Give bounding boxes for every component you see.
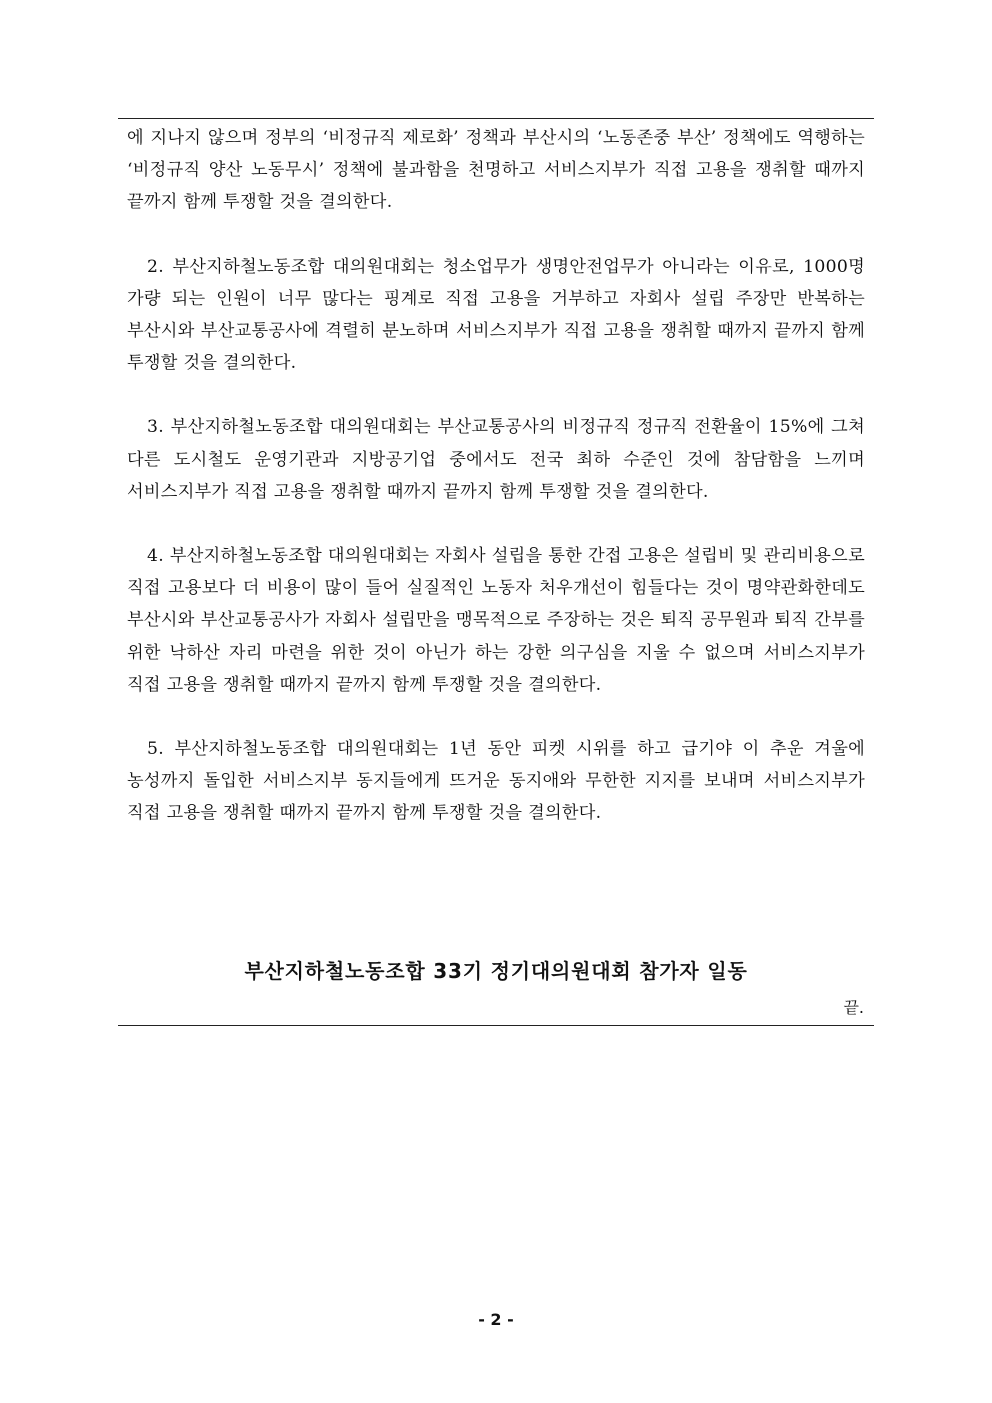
end-mark: 끝. [843, 998, 864, 1017]
signature-line: 부산지하철노동조합 33기 정기대의원대회 참가자 일동 [244, 959, 748, 983]
top-divider [118, 118, 874, 119]
continuation-paragraph: 에 지나지 않으며 정부의 ‘비정규직 제로화’ 정책과 부산시의 ‘노동존중 부산’ 정책에도 역행하는 ‘비정규직 양산 노동무시’ 정책에 불과함을 천명하고 서비스지부가 직접 고용을 쟁취할 때까지 끝까지 함께 투쟁할 것을 결의한다. [127, 128, 865, 213]
resolution-item-2: 2. 부산지하철노동조합 대의원대회는 청소업무가 생명안전업무가 아니라는 이유로, 1000명 가량 되는 인원이 너무 많다는 핑계로 직접 고용을 거부하고 자회사 설립 주장만 반복하는 부산시와 부산교통공사에 격렬히 분노하며 서비스지부가 직접 고용을 쟁취할 때까지 끝까지 함께 투쟁할 것을 결의한다. [127, 256, 865, 374]
resolution-item-3: 3. 부산지하철노동조합 대의원대회는 부산교통공사의 비정규직 정규직 전환율이 15%에 그쳐 다른 도시철도 운영기관과 지방공기업 중에서도 전국 최하 수준인 것에 참담함을 느끼며 서비스지부가 직접 고용을 쟁취할 때까지 끝까지 함께 투쟁할 것을 결의한다. [127, 417, 865, 502]
resolution-item-4: 4. 부산지하철노동조합 대의원대회는 자회사 설립을 통한 간접 고용은 설립비 및 관리비용으로 직접 고용보다 더 비용이 많이 들어 실질적인 노동자 처우개선이 힘들다는 것이 명약관화한데도 부산시와 부산교통공사가 자회사 설립만을 맹목적으로 주장하는 것은 퇴직 공무원과 퇴직 간부를 위한 낙하산 자리 마련을 위한 것이 아닌가 하는 강한 의구심을 지울 수 없으며 서비스지부가 직접 고용을 쟁취할 때까지 끝까지 함께 투쟁할 것을 결의한다. [127, 546, 865, 695]
page-number: - 2 - [478, 1310, 514, 1329]
bottom-divider [118, 1025, 874, 1026]
resolution-item-5: 5. 부산지하철노동조합 대의원대회는 1년 동안 피켓 시위를 하고 급기야 이 추운 겨울에 농성까지 돌입한 서비스지부 동지들에게 뜨거운 동지애와 무한한 지지를 보내며 서비스지부가 직접 고용을 쟁취할 때까지 끝까지 함께 투쟁할 것을 결의한다. [127, 739, 865, 824]
document-body [127, 122, 865, 830]
